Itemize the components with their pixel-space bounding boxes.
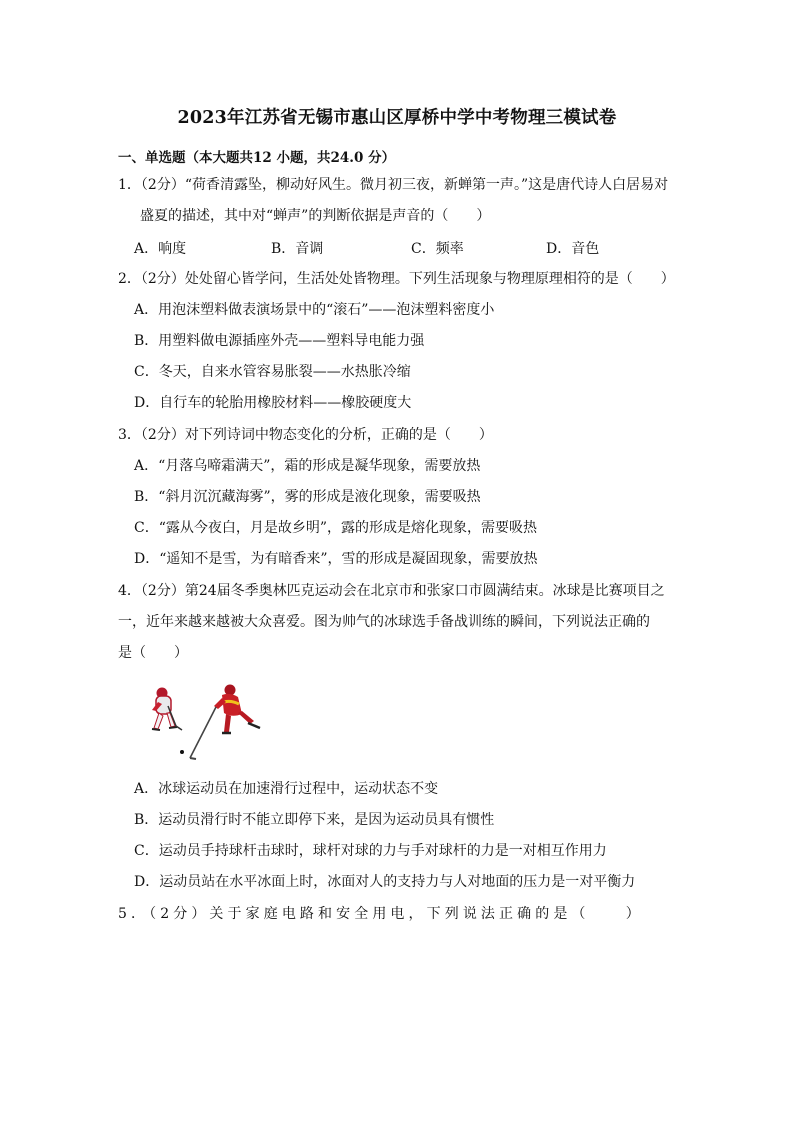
q3-option-a[interactable]: A．“月落乌啼霜满天”，霜的形成是凝华现象，需要放热 [134,458,481,474]
q4-option-c[interactable]: C．运动员手持球杆击球时，球杆对球的力与手对球杆的力是一对相互作用力 [134,843,607,859]
q4-option-b[interactable]: B．运动员滑行时不能立即停下来，是因为运动员具有惯性 [134,812,495,828]
page-title: 2023年江苏省无锡市惠山区厚桥中学中考物理三模试卷 [177,108,617,128]
q4-option-d[interactable]: D．运动员站在水平冰面上时，冰面对人的支持力与人对地面的压力是一对平衡力 [134,874,636,890]
q3-option-d[interactable]: D．“遥知不是雪，为有暗香来”，雪的形成是凝固现象，需要放热 [134,551,538,567]
question-4-line-2: 一，近年来越来越被大众喜爱。图为帅气的冰球选手备战训练的瞬间，下列说法正确的 [118,614,650,630]
hockey-player-left [152,688,184,755]
q4-option-a[interactable]: A．冰球运动员在加速滑行过程中，运动状态不变 [134,781,439,797]
question-3-line-1: 3．（2分）对下列诗词中物态变化的分析，正确的是（ ） [118,427,493,443]
q2-option-d[interactable]: D．自行车的轮胎用橡胶材料——橡胶硬度大 [134,395,412,411]
question-1-line-2: 盛夏的描述，其中对“蝉声”的判断依据是声音的（ ） [140,208,491,224]
q3-option-b[interactable]: B．“斜月沉沉藏海雾”，雾的形成是液化现象，需要吸热 [134,489,481,505]
q1-option-b[interactable]: B．音调 [271,241,324,257]
q2-option-c[interactable]: C．冬天，自来水管容易胀裂——水热胀冷缩 [134,364,411,380]
q1-option-a[interactable]: A．响度 [134,241,187,257]
question-4-line-1: 4．（2分）第24届冬季奥林匹克运动会在北京市和张家口市圆满结束。冰球是比赛项目之 [118,583,665,599]
hockey-player-right [190,685,260,760]
q3-option-c[interactable]: C．“露从今夜白，月是故乡明”，露的形成是熔化现象，需要吸热 [134,520,538,536]
section-heading: 一、单选题（本大题共12 小题，共24.0 分） [118,150,396,166]
question-1-line-1: 1．（2分）“荷香清露坠，柳动好风生。微月初三夜，新蝉第一声。”这是唐代诗人白居易对 [118,177,669,193]
q2-option-b[interactable]: B．用塑料做电源插座外壳——塑料导电能力强 [134,333,425,349]
q1-option-d[interactable]: D．音色 [546,241,600,257]
q2-option-a[interactable]: A．用泡沫塑料做表演场景中的“滚石”——泡沫塑料密度小 [134,302,495,318]
ice-hockey-players-image [138,680,266,760]
question-4-line-3: 是（ ） [118,645,188,661]
question-2-line-1: 2．（2分）处处留心皆学问，生活处处皆物理。下列生活现象与物理原理相符的是（ ） [118,271,675,287]
q1-option-c[interactable]: C．频率 [411,241,464,257]
question-5-line-1: 5．（2分）关于家庭电路和安全用电，下列说法正确的是（ ） [118,906,644,922]
